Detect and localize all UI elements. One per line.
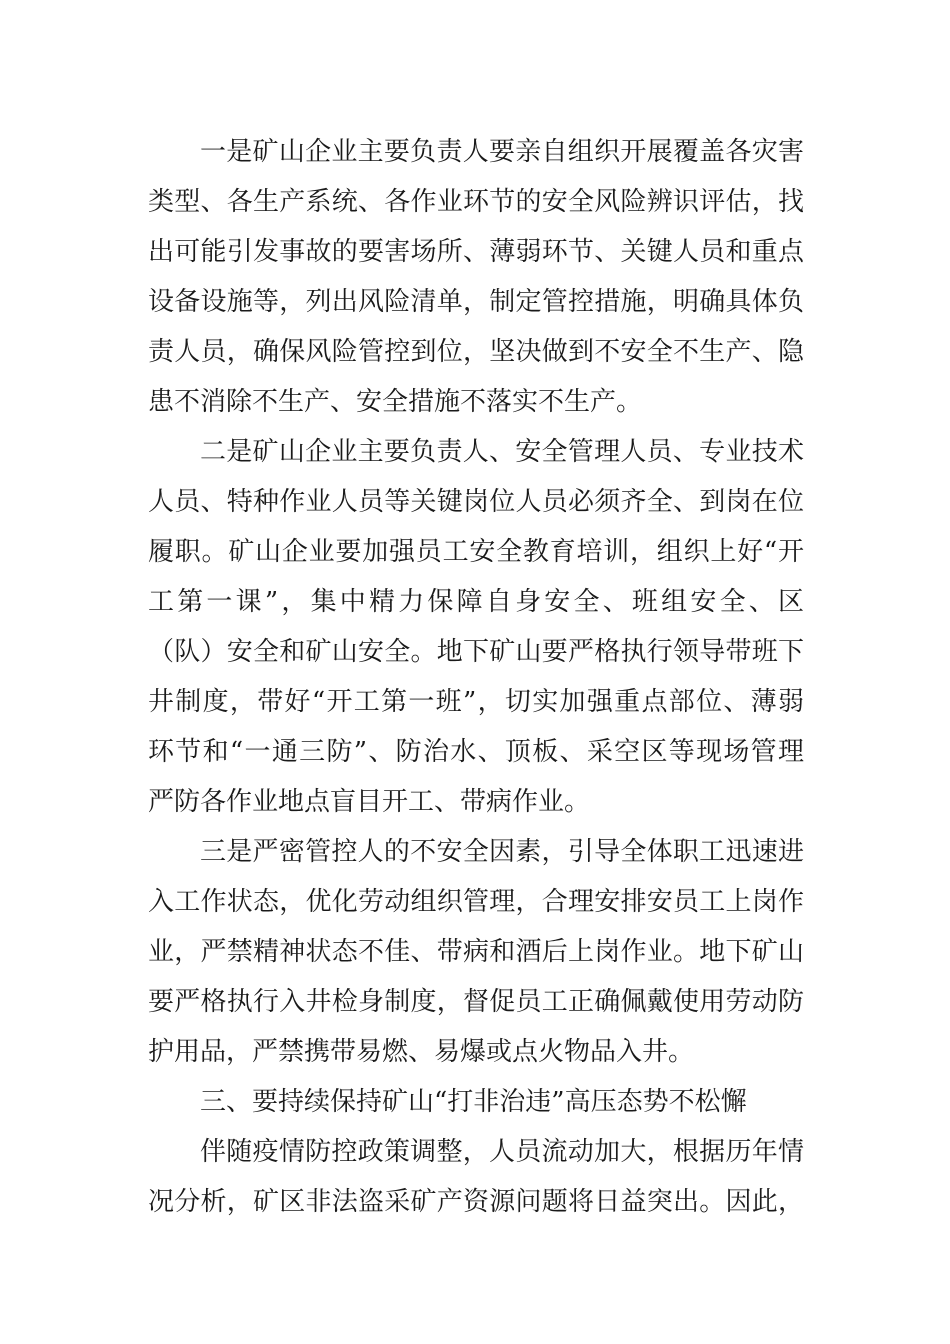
section-heading: 三、要持续保持矿山“打非治违”高压态势不松懈: [200, 1087, 747, 1117]
paragraph-1-line-1: 一是矿山企业主要负责人要亲自组织开展覆盖各灾害: [200, 137, 804, 167]
paragraph-1-line-6: 患不消除不生产、安全措施不落实不生产。: [148, 387, 643, 417]
paragraph-1-line-3: 出可能引发事故的要害场所、薄弱环节、关键人员和重点: [148, 237, 804, 267]
paragraph-4-line-1: 伴随疫情防控政策调整，人员流动加大，根据历年情: [200, 1137, 804, 1167]
paragraph-2-line-1: 二是矿山企业主要负责人、安全管理人员、专业技术: [200, 437, 804, 467]
paragraph-3-line-1: 三是严密管控人的不安全因素，引导全体职工迅速进: [200, 837, 804, 867]
paragraph-2-line-4: 工第一课”，集中精力保障自身安全、班组安全、区: [148, 587, 804, 617]
paragraph-1-line-4: 设备设施等，列出风险清单，制定管控措施，明确具体负: [148, 287, 804, 317]
paragraph-3-line-3: 业，严禁精神状态不佳、带病和酒后上岗作业。地下矿山: [148, 937, 804, 967]
paragraph-2-line-5: （队）安全和矿山安全。地下矿山要严格执行领导带班下: [148, 637, 804, 667]
paragraph-2-line-3: 履职。矿山企业要加强员工安全教育培训，组织上好“开: [148, 537, 804, 567]
paragraph-1-line-2: 类型、各生产系统、各作业环节的安全风险辨识评估，找: [148, 187, 804, 217]
paragraph-3-line-5: 护用品，严禁携带易燃、易爆或点火物品入井。: [148, 1037, 695, 1067]
paragraph-2-line-2: 人员、特种作业人员等关键岗位人员必须齐全、到岗在位: [148, 487, 804, 517]
paragraph-3-line-4: 要严格执行入井检身制度，督促员工正确佩戴使用劳动防: [148, 987, 804, 1017]
paragraph-2-line-7: 环节和“一通三防”、防治水、顶板、采空区等现场管理: [148, 737, 804, 767]
paragraph-4-line-2: 况分析，矿区非法盗采矿产资源问题将日益突出。因此，: [148, 1187, 804, 1217]
paragraph-2-line-8: 严防各作业地点盲目开工、带病作业。: [148, 787, 591, 817]
paragraph-2-line-6: 井制度，带好“开工第一班”，切实加强重点部位、薄弱: [148, 687, 804, 717]
paragraph-3-line-2: 入工作状态，优化劳动组织管理，合理安排安员工上岗作: [148, 887, 804, 917]
paragraph-1-line-5: 责人员，确保风险管控到位，坚决做到不安全不生产、隐: [148, 337, 804, 367]
